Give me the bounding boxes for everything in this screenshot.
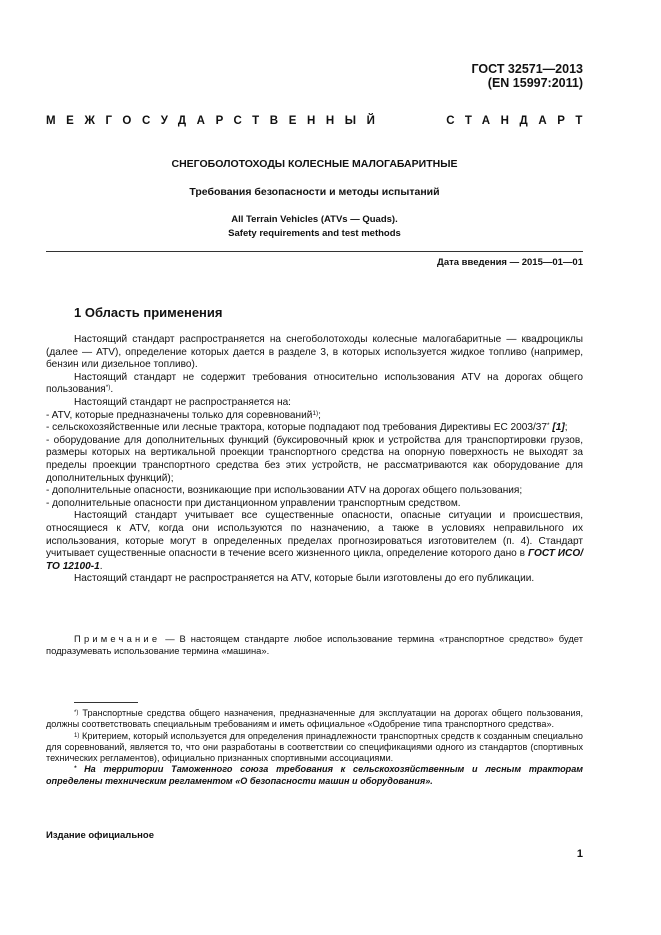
note: Примечание — В настоящем стандарте любое использование термина «транспортное средство» будет подразумевать использование термина «машина». xyxy=(46,633,583,656)
footnote-ref[interactable]: * xyxy=(547,422,550,430)
page-number: 1 xyxy=(576,848,583,860)
english-title xyxy=(46,213,583,240)
list-item: - дополнительные опасности, возникающие при использовании ATV на дорогах общего пользования; xyxy=(46,485,523,497)
reference-link[interactable]: [1] xyxy=(552,422,565,434)
list-item: - оборудование для дополнительных функций (буксировочный крюк и устройства для транспортировки грузов, размеры которых на вертикальной проекции транспортного средства на опорную поверхность не выходят за пределы проекции транспортного средства без этих устройств, не рассматриваются как оборудование для дополнительных функций); xyxy=(46,434,583,484)
english-title-line-2: Safety requirements and test methods xyxy=(228,227,401,239)
banner-interstate: МЕЖГОСУДАРСТВЕННЫЙ xyxy=(46,115,386,127)
list-item: - сельскохозяйственные или лесные трактора, которые подпадают под требования Директивы ЕС 2003/37* [1]; xyxy=(46,422,568,434)
document-title: СНЕГОБОЛОТОХОДЫ КОЛЕСНЫЕ МАЛОГАБАРИТНЫЕ xyxy=(171,158,458,170)
list-item: - дополнительные опасности при дистанционном управлении транспортным средством. xyxy=(46,497,461,509)
list-item: - ATV, которые предназначены только для соревнований$^{1)}$; xyxy=(46,409,321,421)
document-subtitle: Требования безопасности и методы испытаний xyxy=(189,186,440,198)
footnote: $^{1)}$ Критерием, который используется для определения принадлежности транспортных средств к созданным специально для соревнований, является то, что они разработаны в соответствии со спецификациями одного из стандартов (спортивных технических регламентов), официально признанных спортивными ассоциациями. xyxy=(46,730,583,764)
paragraph-1: Настоящий стандарт распространяется на снегоболотоходы колесные малогабаритные — квадроциклы (далее — ATV), определение которых дается в разделе 3, в которых используется жидкое топливо (например, бензин или дизельное топливо). xyxy=(46,334,583,371)
paragraph-3: Настоящий стандарт не распространяется на: xyxy=(74,396,291,408)
section-heading: 1 Область применения xyxy=(74,305,223,320)
paragraph-2: Настоящий стандарт не содержит требования относительно использования ATV на дорогах общего пользования*). xyxy=(46,371,583,396)
banner-standard: СТАНДАРТ xyxy=(446,115,593,127)
footnote-divider xyxy=(74,702,138,703)
paragraph-5: Настоящий стандарт не распространяется на ATV, которые были изготовлены до его публикации. xyxy=(74,573,535,585)
english-title-line-1: All Terrain Vehicles (ATVs — Quads). xyxy=(231,214,398,225)
standard-banner xyxy=(46,115,593,131)
introduction-date: Дата введения — 2015—01—01 xyxy=(437,257,583,268)
footnote-ref[interactable]: 1) xyxy=(312,409,319,417)
divider xyxy=(46,251,583,252)
footnote-ref[interactable]: *) xyxy=(105,384,111,392)
standard-code xyxy=(471,62,583,90)
section-body xyxy=(46,334,583,586)
gost-code: ГОСТ 32571—2013 xyxy=(471,62,583,76)
footnote: * На территории Таможенного союза требования к сельскохозяйственным и лесным тракторам определены техническим регламентом «О безопасности машин и оборудования». xyxy=(46,764,583,786)
en-code: (EN 15997:2011) xyxy=(487,76,583,90)
edition-label: Издание официальное xyxy=(46,830,154,841)
reference-link[interactable]: ГОСТ ИСО/ТО 12100-1 xyxy=(46,548,584,572)
note-label: Примечание xyxy=(74,633,161,644)
footnotes xyxy=(46,708,583,787)
footnote: *) Транспортные средства общего назначения, предназначенные для эксплуатации на дорогах общего пользования, должны соответствовать специальным требованиям и иметь официальное «Одобрение типа транспортного средства». xyxy=(46,708,583,730)
paragraph-4: Настоящий стандарт учитывает все существенные опасности, опасные ситуации и происшествия, относящиеся к ATV, когда они используются по назначению, а также в условиях неправильного их использования, которые могут в определенных пределах прогнозироваться изготовителем (п. 4). Стандарт учитывает существенные опасности в течение всего жизненного цикла, определение которого дано в ГОСТ ИСО/ТО 12100-1. xyxy=(46,510,584,572)
